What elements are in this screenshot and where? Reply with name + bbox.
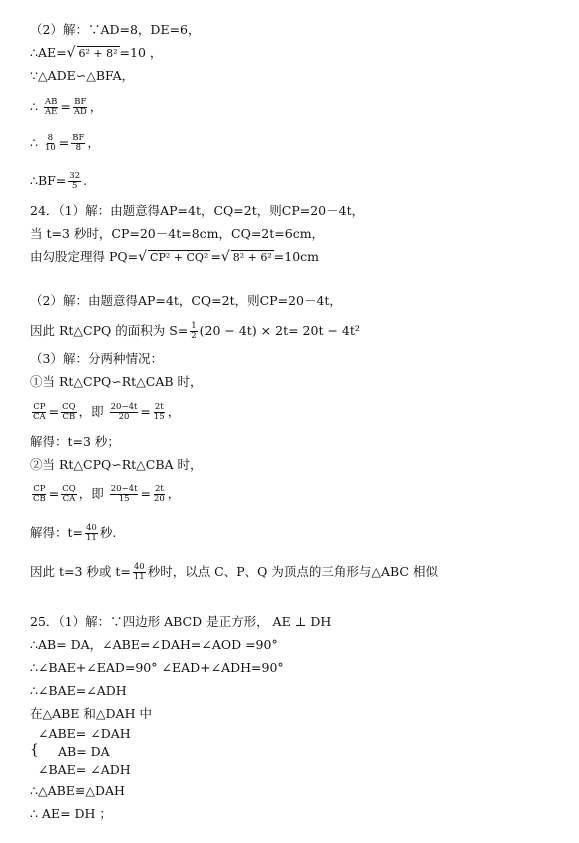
fraction bbox=[153, 485, 166, 504]
numerator: 32 bbox=[69, 171, 81, 181]
q25-line-9: ∴△ABE≌△DAH bbox=[30, 783, 125, 798]
text: 因此 Rt△CPQ 的面积为 S= bbox=[30, 323, 189, 338]
numerator: 2t bbox=[154, 484, 164, 494]
text: = bbox=[140, 404, 151, 419]
numerator: BF bbox=[74, 97, 87, 107]
text: 秒时，以点 C、P、Q 为顶点的三角形与△ABC 相似 bbox=[147, 564, 438, 579]
q25-system-line-2: AB= DA bbox=[58, 744, 110, 759]
denominator: AE bbox=[44, 107, 58, 117]
fraction bbox=[71, 134, 85, 153]
fraction bbox=[44, 98, 58, 117]
q24-line-2: 当 t=3 秒时，CP=20－4t=8cm，CQ=2t=6cm， bbox=[30, 226, 325, 241]
denominator: 5 bbox=[72, 181, 78, 191]
text: ∴AE= bbox=[30, 45, 67, 60]
q25-line-3: ∴∠BAE+∠EAD=90° ∠EAD+∠ADH=90° bbox=[30, 660, 284, 675]
text: . bbox=[83, 173, 88, 188]
denominator: 15 bbox=[118, 494, 130, 504]
fraction bbox=[32, 485, 47, 504]
text: (20 − 4t) × 2t= 20t − 4t² bbox=[199, 323, 360, 338]
numerator: AB bbox=[44, 97, 58, 107]
sqrt-sign: √ bbox=[138, 249, 148, 265]
denominator: 11 bbox=[133, 572, 145, 582]
fraction bbox=[153, 403, 166, 422]
denominator: CB bbox=[33, 494, 46, 504]
numerator: 20−4t bbox=[110, 402, 138, 412]
p2-line-1: （2）解：∵AD=8，DE=6， bbox=[30, 22, 201, 37]
denominator: 10 bbox=[44, 143, 56, 153]
numerator: 1 bbox=[191, 321, 197, 331]
text: ∴ bbox=[30, 99, 38, 114]
text: 因此 t=3 秒或 t= bbox=[30, 564, 131, 579]
text: =10cm bbox=[273, 249, 319, 264]
text: ， bbox=[167, 404, 181, 419]
fraction bbox=[68, 172, 81, 191]
q25-line-4: ∴∠BAE=∠ADH bbox=[30, 683, 127, 698]
p2-line-6 bbox=[30, 172, 87, 191]
q24-line-13 bbox=[30, 563, 438, 582]
text: = bbox=[60, 99, 71, 114]
text: = bbox=[58, 135, 70, 150]
text: 秒. bbox=[99, 525, 117, 540]
denominator: 11 bbox=[86, 533, 97, 543]
fraction bbox=[61, 403, 76, 422]
text: ，即 bbox=[78, 404, 104, 419]
denominator: 20 bbox=[153, 494, 165, 504]
numerator: CQ bbox=[62, 402, 76, 412]
q24-line-8 bbox=[30, 403, 180, 422]
denominator: CB bbox=[62, 412, 76, 422]
numerator: 40 bbox=[86, 523, 97, 533]
fraction bbox=[73, 98, 88, 117]
text: ∴ bbox=[30, 135, 38, 150]
numerator: BF bbox=[72, 133, 85, 143]
p2-line-2 bbox=[30, 45, 162, 61]
fraction bbox=[85, 524, 98, 543]
q25-system-line-1: ∠ABE= ∠DAH bbox=[38, 726, 131, 741]
fraction bbox=[61, 485, 76, 504]
denominator: 15 bbox=[153, 412, 165, 422]
denominator: 8 bbox=[75, 143, 82, 153]
radicand: 6² + 8² bbox=[78, 47, 118, 60]
text: = bbox=[48, 486, 60, 501]
numerator: CQ bbox=[62, 484, 76, 494]
fraction bbox=[190, 322, 197, 341]
sqrt-sign: √ bbox=[66, 45, 76, 61]
left-brace: { bbox=[30, 742, 39, 758]
fraction bbox=[110, 403, 139, 422]
numerator: 40 bbox=[133, 562, 145, 572]
p2-line-5 bbox=[30, 134, 100, 153]
q24-line-7: ①当 Rt△CPQ∽Rt△CAB 时， bbox=[30, 374, 203, 389]
fraction bbox=[133, 563, 146, 582]
q24-line-4: （2）解：由题意得AP=4t，CQ=2t，则CP=20－4t， bbox=[30, 293, 342, 308]
text: ∴BF= bbox=[30, 173, 67, 188]
text: = bbox=[48, 404, 60, 419]
q25-system-line-3: ∠BAE= ∠ADH bbox=[38, 762, 131, 777]
text: ， bbox=[89, 99, 103, 114]
text: =10 ， bbox=[119, 45, 163, 60]
q24-line-11 bbox=[30, 485, 180, 504]
p2-line-3: ∵△ADE∽△BFA， bbox=[30, 68, 135, 83]
q24-line-1: 24．（1）解：由题意得AP=4t，CQ=2t，则CP=20－4t， bbox=[30, 203, 365, 218]
numerator: 20−4t bbox=[110, 484, 138, 494]
p2-line-4 bbox=[30, 98, 102, 117]
fraction bbox=[32, 403, 47, 422]
q25-line-5: 在△ABE 和△DAH 中 bbox=[30, 706, 152, 721]
q25-line-10: ∴ AE= DH ； bbox=[30, 806, 112, 821]
numerator: CP bbox=[33, 484, 46, 494]
q24-line-5 bbox=[30, 322, 360, 341]
radicand: CP² + CQ² bbox=[150, 251, 209, 264]
fraction bbox=[110, 485, 139, 504]
denominator: 20 bbox=[118, 412, 130, 422]
text: 由勾股定理得 PQ= bbox=[30, 249, 139, 264]
fraction bbox=[44, 134, 57, 153]
radicand: 8² + 6² bbox=[232, 251, 272, 264]
sqrt-sign: √ bbox=[220, 249, 230, 265]
q24-line-10: ②当 Rt△CPQ∽Rt△CBA 时， bbox=[30, 457, 203, 472]
numerator: 2t bbox=[154, 402, 164, 412]
numerator: CP bbox=[33, 402, 46, 412]
denominator: AD bbox=[73, 107, 87, 117]
denominator: CA bbox=[62, 494, 76, 504]
text: ， bbox=[87, 135, 100, 150]
text: ， bbox=[167, 486, 181, 501]
denominator: 2 bbox=[191, 331, 197, 341]
numerator: 8 bbox=[47, 133, 54, 143]
q24-line-6: （3）解：分两种情况： bbox=[30, 351, 163, 366]
q24-line-3 bbox=[30, 249, 319, 265]
q24-line-9: 解得：t=3 秒； bbox=[30, 434, 120, 449]
text: ，即 bbox=[78, 486, 104, 501]
text: = bbox=[210, 249, 221, 264]
text: = bbox=[140, 486, 151, 501]
q25-line-2: ∴AB= DA，∠ABE=∠DAH=∠AOD =90° bbox=[30, 637, 278, 652]
denominator: CA bbox=[33, 412, 46, 422]
text: 解得：t= bbox=[30, 525, 83, 540]
q25-line-1: 25．（1）解：∵四边形 ABCD 是正方形， AE ⊥ DH bbox=[30, 614, 332, 629]
q24-line-12 bbox=[30, 524, 116, 543]
